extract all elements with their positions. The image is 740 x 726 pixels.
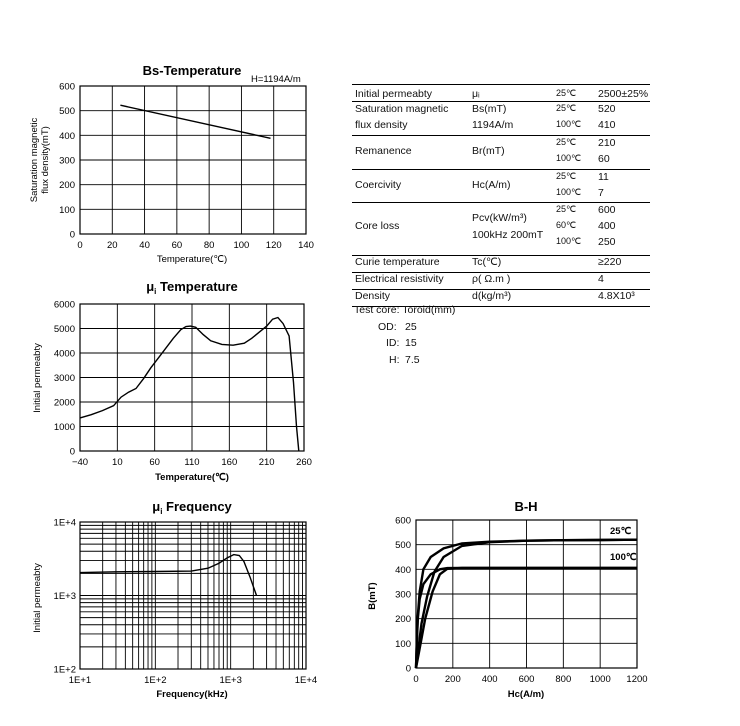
x-tick-label: −40 [71,457,89,468]
x-tick-label: 1200 [626,674,648,685]
x-tick-label: 100 [233,240,250,251]
x-tick-label: 1E+4 [294,675,318,686]
y-tick-label: 500 [395,540,411,552]
x-tick-label: 1000 [589,674,611,685]
table-cell: 25℃ [556,137,577,147]
y-tick-label: 300 [395,589,411,601]
chart-title: $\mu_i$ Frequency [152,499,232,516]
y-axis-label: Saturation magnetic [29,117,40,203]
table-cell: 60℃ [556,220,577,230]
x-tick-label: 110 [184,457,200,468]
x-tick-label: 60 [149,457,160,468]
table-cell: 100℃ [556,153,582,163]
x-axis-label: Hc(A/m) [507,689,545,700]
x-tick-label: 160 [221,457,238,468]
od-row [354,319,455,336]
id-value: 15 [405,337,417,349]
table-cell: μᵢ [472,88,480,100]
table-cell: flux density [355,119,408,131]
table-row [352,169,650,202]
y-tick-label: 4000 [53,348,75,360]
x-tick-label: 0 [77,240,83,251]
x-tick-label: 0 [413,674,419,685]
y-tick-label: 100 [59,204,75,216]
table-cell: Saturation magnetic [355,103,449,115]
od-label: OD: [378,320,397,333]
id-row [354,335,455,352]
x-tick-label: 140 [298,240,314,251]
table-row [352,202,650,255]
table-cell: Core loss [355,220,400,232]
table-cell: 25℃ [556,103,577,113]
x-tick-label: 600 [518,674,535,685]
table-cell: Coercivity [355,179,402,191]
x-tick-label: 200 [444,674,461,685]
table-cell: Initial permeabty [355,88,433,100]
table-cell: Tc(℃) [472,256,502,268]
test-core-title: Test core: Toroid(mm) [354,304,456,316]
chart-title: B-H [514,499,538,514]
table-cell: Electrical resistivity [355,273,444,285]
y-tick-label: 400 [59,130,75,142]
table-cell: 25℃ [556,204,577,214]
table-cell: 210 [598,137,616,149]
y-tick-label: 300 [59,155,75,167]
y-tick-label: 5000 [53,324,75,335]
table-cell: 410 [598,119,616,131]
table-cell: 2500±25% [598,88,649,100]
y-tick-label: 600 [395,515,411,527]
y-tick-label: 400 [395,564,411,576]
table-cell: 4 [598,273,604,285]
gridlines [416,520,637,668]
table-cell: 100℃ [556,236,582,246]
table-cell: 1194A/m [472,119,514,131]
table-cell: Hc(A/m) [472,179,511,191]
table-cell: d(kg/m³) [472,290,512,302]
y-tick-label: 600 [59,81,75,93]
y-tick-label: 1E+4 [53,517,76,529]
table-cell: 100℃ [556,119,582,129]
x-tick-label: 1E+2 [144,675,167,686]
table-row [352,272,650,289]
y-tick-label: 2000 [53,397,75,409]
y-tick-label: 1000 [53,422,75,433]
table-row [352,84,650,101]
y-tick-label: 200 [395,614,411,626]
y-tick-label: 0 [405,663,411,675]
x-tick-label: 210 [258,457,275,468]
x-tick-label: 1E+1 [68,675,92,686]
y-tick-label: 500 [59,106,75,118]
x-tick-label: 60 [171,240,183,251]
x-tick-label: 1E+3 [219,675,242,686]
properties-table [352,84,650,307]
table-cell: 7 [598,187,604,199]
table-cell: 520 [598,103,616,115]
h-label: H: [389,353,400,366]
y-axis-label: Initial permeabty [32,343,43,413]
h-value: 7.5 [405,353,420,366]
y-tick-label: 200 [59,180,75,192]
x-tick-label: 260 [296,457,312,468]
y-tick-label: 3000 [53,373,75,384]
table-cell: 100kHz 200mT [472,229,544,241]
y-tick-label: 0 [69,229,75,241]
table-cell: ρ( Ω.m ) [472,273,511,285]
id-label: ID: [386,337,400,349]
table-cell: Remanence [355,145,412,157]
table-cell: 4.8X10³ [598,290,635,302]
x-tick-label: 80 [203,240,215,251]
y-tick-label: 0 [69,446,75,458]
x-tick-label: 20 [106,240,118,251]
table-row [352,135,650,169]
table-row [352,255,650,272]
table-cell: Curie temperature [355,256,440,268]
test-core-info [354,302,455,368]
y-tick-label: 100 [395,638,411,650]
x-tick-label: 120 [265,240,282,251]
y-axis-label: flux density(mT) [40,126,51,194]
y-tick-label: 1E+3 [53,591,76,602]
chart-title: $\mu_i$ Temperature [146,279,238,296]
x-axis-label: Temperature(℃) [156,254,228,265]
table-cell: Br(mT) [472,145,505,157]
x-tick-label: 10 [112,457,123,468]
x-axis-label: Temperature(℃) [155,472,229,483]
table-cell: Bs(mT) [472,103,507,115]
h-row [354,352,455,369]
table-cell: Density [355,290,391,302]
series-label-100c: 100℃ [610,552,637,563]
x-tick-label: 400 [481,674,498,685]
table-cell: 600 [598,204,616,216]
y-tick-label: 1E+2 [53,664,76,676]
table-cell: 11 [598,171,609,183]
table-cell: Pcv(kW/m³) [472,212,527,224]
y-axis-label: B(mT) [367,582,378,610]
series-label-25c: 25℃ [610,526,632,537]
x-tick-label: 40 [139,240,150,251]
y-axis-label: Initial permeabty [32,563,43,633]
table-cell: 60 [598,153,610,165]
table-cell: 25℃ [556,88,577,98]
table-cell: ≥220 [598,256,622,268]
y-tick-label: 6000 [53,299,75,311]
table-cell: 25℃ [556,171,577,181]
od-value: 25 [405,320,417,333]
table-row [352,101,650,135]
table-cell: 400 [598,220,616,232]
table-cell: 100℃ [556,187,582,197]
chart-annotation: H=1194A/m [251,74,301,85]
chart-title: Bs-Temperature [142,63,242,78]
x-tick-label: 800 [555,674,572,685]
x-axis-label: Frequency(kHz) [156,689,228,700]
table-cell: 250 [598,236,616,248]
